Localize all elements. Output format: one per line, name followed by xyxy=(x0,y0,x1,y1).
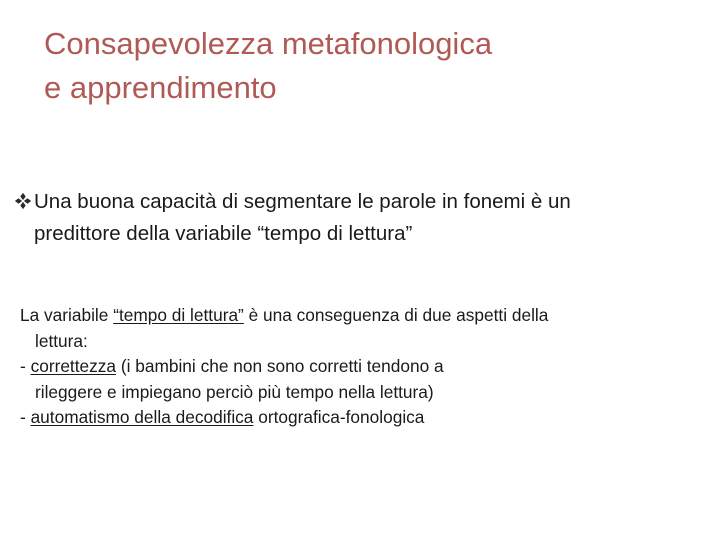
title-line-2: e apprendimento xyxy=(44,70,277,105)
paragraph-line-1 xyxy=(20,303,710,329)
title-line-1: Consapevolezza metafonologica xyxy=(44,26,493,61)
paragraph-line-5 xyxy=(20,405,710,431)
paragraph-l5-post: ortografica-fonologica xyxy=(253,407,425,427)
underlined-automatismo: automatismo della decodifica xyxy=(30,407,254,427)
bullet-row-1 xyxy=(14,186,714,218)
paragraph-l3-post: (i bambini che non sono corretti tendono a xyxy=(116,356,444,376)
explanation-paragraph xyxy=(20,303,710,431)
bullet-text-line-2: predittore della variabile “tempo di lettura” xyxy=(34,222,413,245)
dash-correttezza: - xyxy=(20,356,31,376)
dash-automatismo: - xyxy=(20,407,31,427)
underlined-correttezza: correttezza xyxy=(30,356,117,376)
paragraph-l1-pre: La variabile xyxy=(20,305,114,325)
paragraph-line-2: lettura: xyxy=(35,330,88,351)
slide-title xyxy=(44,22,684,110)
paragraph-line-3 xyxy=(20,354,710,380)
paragraph-line-4: rileggere e impiegano perciò più tempo nella lettura) xyxy=(35,381,434,402)
diamond-bullet-icon xyxy=(14,192,32,210)
main-bullet xyxy=(14,186,714,250)
paragraph-l1-post: è una conseguenza di due aspetti della xyxy=(243,305,549,325)
bullet-text-line-1: Una buona capacità di segmentare le parole in fonemi è un xyxy=(34,190,571,213)
underlined-tempo-di-lettura: “tempo di lettura” xyxy=(113,305,244,325)
